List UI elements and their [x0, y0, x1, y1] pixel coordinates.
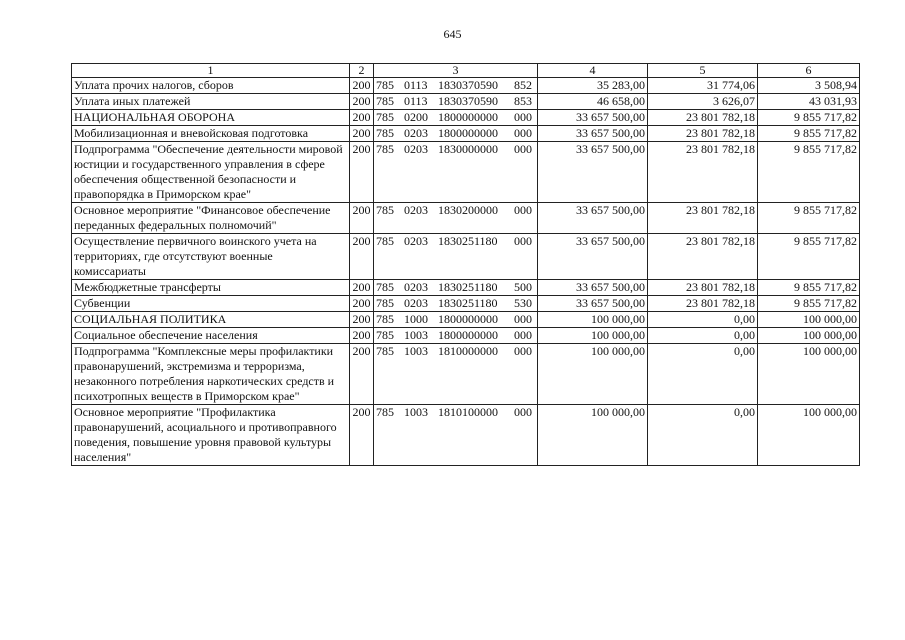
- header-col-6: 6: [758, 64, 860, 78]
- row-column-2: 200: [350, 296, 374, 312]
- row-value-col-4: 100 000,00: [538, 405, 648, 466]
- row-code-expense-type: 000: [514, 142, 532, 156]
- row-value-col-5: 3 626,07: [648, 94, 758, 110]
- row-name: [72, 405, 350, 466]
- row-value-col-4: 33 657 500,00: [538, 142, 648, 203]
- row-column-2: 200: [350, 203, 374, 234]
- row-name-text: НАЦИОНАЛЬНАЯ ОБОРОНА: [74, 110, 235, 124]
- row-code-grbs: 785: [376, 234, 394, 248]
- row-value-col-5: 31 774,06: [648, 78, 758, 94]
- row-value-col-4: 33 657 500,00: [538, 296, 648, 312]
- table-row: [72, 110, 860, 126]
- row-value-col-6: 100 000,00: [758, 328, 860, 344]
- row-value-col-5: 23 801 782,18: [648, 234, 758, 280]
- row-code-grbs: 785: [376, 328, 394, 342]
- row-name: [72, 94, 350, 110]
- row-code-target: 1830370590: [438, 78, 498, 92]
- header-col-1: 1: [72, 64, 350, 78]
- table-row: [72, 142, 860, 203]
- row-code-section: 1003: [404, 344, 428, 358]
- row-name: [72, 328, 350, 344]
- row-value-col-6: 100 000,00: [758, 405, 860, 466]
- row-codes: [374, 110, 538, 126]
- row-value-col-5: 23 801 782,18: [648, 110, 758, 126]
- row-value-col-6: 3 508,94: [758, 78, 860, 94]
- row-code-expense-type: 530: [514, 296, 532, 310]
- row-name-text: Осуществление первичного воинского учета на территориях, где отсутствуют военные комиссариаты: [74, 234, 317, 278]
- row-value-col-5: 0,00: [648, 312, 758, 328]
- table-row: [72, 94, 860, 110]
- row-code-expense-type: 000: [514, 110, 532, 124]
- budget-table: [71, 63, 860, 466]
- row-codes: [374, 280, 538, 296]
- row-value-col-4: 35 283,00: [538, 78, 648, 94]
- row-name-text: Мобилизационная и вневойсковая подготовка: [74, 126, 309, 140]
- header-row: [72, 64, 860, 78]
- row-name-text: Подпрограмма "Комплексные меры профилактики правонарушений, экстремизма и терроризма, незаконного потребления наркотических средств и психотропных веществ в Приморском крае": [74, 344, 335, 403]
- row-value-col-5: 23 801 782,18: [648, 126, 758, 142]
- row-value-col-6: 9 855 717,82: [758, 142, 860, 203]
- row-code-grbs: 785: [376, 296, 394, 310]
- row-code-target: 1830000000: [438, 142, 498, 156]
- row-name: [72, 142, 350, 203]
- row-name-text: Уплата прочих налогов, сборов: [74, 78, 234, 92]
- row-code-target: 1810000000: [438, 344, 498, 358]
- row-codes: [374, 78, 538, 94]
- row-code-section: 0203: [404, 280, 428, 294]
- row-value-col-6: 43 031,93: [758, 94, 860, 110]
- table-row: [72, 344, 860, 405]
- row-codes: [374, 94, 538, 110]
- row-code-grbs: 785: [376, 110, 394, 124]
- row-name-text: Субвенции: [74, 296, 131, 310]
- row-code-grbs: 785: [376, 405, 394, 419]
- header-col-4: 4: [538, 64, 648, 78]
- header-col-3: 3: [374, 64, 538, 78]
- row-value-col-4: 33 657 500,00: [538, 234, 648, 280]
- row-value-col-4: 33 657 500,00: [538, 280, 648, 296]
- row-column-2: 200: [350, 110, 374, 126]
- row-value-col-5: 0,00: [648, 405, 758, 466]
- row-column-2: 200: [350, 142, 374, 203]
- table-row: [72, 234, 860, 280]
- header-col-5: 5: [648, 64, 758, 78]
- header-col-2: 2: [350, 64, 374, 78]
- row-column-2: 200: [350, 344, 374, 405]
- row-codes: [374, 344, 538, 405]
- row-code-section: 1003: [404, 328, 428, 342]
- row-code-section: 0203: [404, 142, 428, 156]
- row-value-col-6: 9 855 717,82: [758, 110, 860, 126]
- row-name: [72, 78, 350, 94]
- row-codes: [374, 126, 538, 142]
- row-value-col-4: 33 657 500,00: [538, 126, 648, 142]
- table-row: [72, 78, 860, 94]
- row-name: [72, 280, 350, 296]
- row-code-expense-type: 000: [514, 405, 532, 419]
- row-code-section: 0200: [404, 110, 428, 124]
- page-number: 645: [443, 27, 462, 41]
- row-code-section: 0113: [404, 94, 428, 108]
- row-value-col-4: 33 657 500,00: [538, 203, 648, 234]
- row-code-grbs: 785: [376, 280, 394, 294]
- row-column-2: 200: [350, 94, 374, 110]
- row-code-target: 1800000000: [438, 110, 498, 124]
- row-value-col-5: 0,00: [648, 328, 758, 344]
- row-code-expense-type: 000: [514, 312, 532, 326]
- row-value-col-5: 23 801 782,18: [648, 280, 758, 296]
- table-row: [72, 280, 860, 296]
- row-column-2: 200: [350, 312, 374, 328]
- row-code-section: 0203: [404, 234, 428, 248]
- row-value-col-4: 100 000,00: [538, 344, 648, 405]
- row-value-col-5: 0,00: [648, 344, 758, 405]
- row-column-2: 200: [350, 126, 374, 142]
- row-code-target: 1800000000: [438, 126, 498, 140]
- table-row: [72, 312, 860, 328]
- row-value-col-4: 33 657 500,00: [538, 110, 648, 126]
- row-name-text: Межбюджетные трансферты: [74, 280, 221, 294]
- row-name-text: СОЦИАЛЬНАЯ ПОЛИТИКА: [74, 312, 227, 326]
- row-value-col-4: 100 000,00: [538, 312, 648, 328]
- table-row: [72, 405, 860, 466]
- row-code-grbs: 785: [376, 94, 394, 108]
- row-code-grbs: 785: [376, 203, 394, 217]
- row-name-text: Уплата иных платежей: [74, 94, 191, 108]
- row-code-section: 0203: [404, 126, 428, 140]
- row-codes: [374, 234, 538, 280]
- row-column-2: 200: [350, 78, 374, 94]
- row-code-target: 1800000000: [438, 312, 498, 326]
- row-code-grbs: 785: [376, 126, 394, 140]
- row-name: [72, 344, 350, 405]
- row-name: [72, 296, 350, 312]
- row-code-grbs: 785: [376, 78, 394, 92]
- row-code-grbs: 785: [376, 142, 394, 156]
- row-value-col-6: 100 000,00: [758, 344, 860, 405]
- row-value-col-5: 23 801 782,18: [648, 142, 758, 203]
- row-name-text: Подпрограмма "Обеспечение деятельности мировой юстиции и государственного управления в сфере обеспечения общественной безопасности и правопорядка в Приморском крае": [74, 142, 343, 201]
- row-code-section: 1000: [404, 312, 428, 326]
- row-value-col-6: 9 855 717,82: [758, 296, 860, 312]
- row-codes: [374, 405, 538, 466]
- row-name-text: Основное мероприятие "Профилактика правонарушений, асоциального и противоправного поведения, повышение уровня правовой культуры населения": [74, 405, 337, 464]
- row-codes: [374, 296, 538, 312]
- row-code-target: 1830251180: [438, 296, 498, 310]
- table-row: [72, 296, 860, 312]
- row-code-section: 0203: [404, 203, 428, 217]
- row-code-target: 1830370590: [438, 94, 498, 108]
- row-value-col-6: 9 855 717,82: [758, 203, 860, 234]
- row-code-section: 1003: [404, 405, 428, 419]
- row-code-target: 1830200000: [438, 203, 498, 217]
- row-name: [72, 234, 350, 280]
- row-code-target: 1810100000: [438, 405, 498, 419]
- row-codes: [374, 312, 538, 328]
- row-code-expense-type: 000: [514, 126, 532, 140]
- row-value-col-6: 9 855 717,82: [758, 280, 860, 296]
- row-code-section: 0113: [404, 78, 428, 92]
- row-column-2: 200: [350, 234, 374, 280]
- row-name: [72, 110, 350, 126]
- row-code-expense-type: 000: [514, 234, 532, 248]
- row-code-expense-type: 852: [514, 78, 532, 92]
- row-value-col-6: 9 855 717,82: [758, 126, 860, 142]
- row-value-col-5: 23 801 782,18: [648, 203, 758, 234]
- row-value-col-6: 9 855 717,82: [758, 234, 860, 280]
- row-value-col-5: 23 801 782,18: [648, 296, 758, 312]
- row-code-target: 1800000000: [438, 328, 498, 342]
- row-code-expense-type: 853: [514, 94, 532, 108]
- table-row: [72, 328, 860, 344]
- row-codes: [374, 142, 538, 203]
- row-code-expense-type: 500: [514, 280, 532, 294]
- row-column-2: 200: [350, 280, 374, 296]
- row-code-expense-type: 000: [514, 328, 532, 342]
- row-name-text: Социальное обеспечение населения: [74, 328, 258, 342]
- row-code-grbs: 785: [376, 344, 394, 358]
- row-name: [72, 203, 350, 234]
- row-code-section: 0203: [404, 296, 428, 310]
- row-column-2: 200: [350, 328, 374, 344]
- table-row: [72, 203, 860, 234]
- row-value-col-4: 100 000,00: [538, 328, 648, 344]
- row-codes: [374, 203, 538, 234]
- row-code-expense-type: 000: [514, 203, 532, 217]
- row-value-col-4: 46 658,00: [538, 94, 648, 110]
- row-code-grbs: 785: [376, 312, 394, 326]
- row-value-col-6: 100 000,00: [758, 312, 860, 328]
- table-row: [72, 126, 860, 142]
- row-column-2: 200: [350, 405, 374, 466]
- row-codes: [374, 328, 538, 344]
- table-body: [72, 78, 860, 466]
- row-name: [72, 126, 350, 142]
- row-code-expense-type: 000: [514, 344, 532, 358]
- row-name: [72, 312, 350, 328]
- row-name-text: Основное мероприятие "Финансовое обеспечение переданных федеральных полномочий": [74, 203, 331, 232]
- row-code-target: 1830251180: [438, 234, 498, 248]
- row-code-target: 1830251180: [438, 280, 498, 294]
